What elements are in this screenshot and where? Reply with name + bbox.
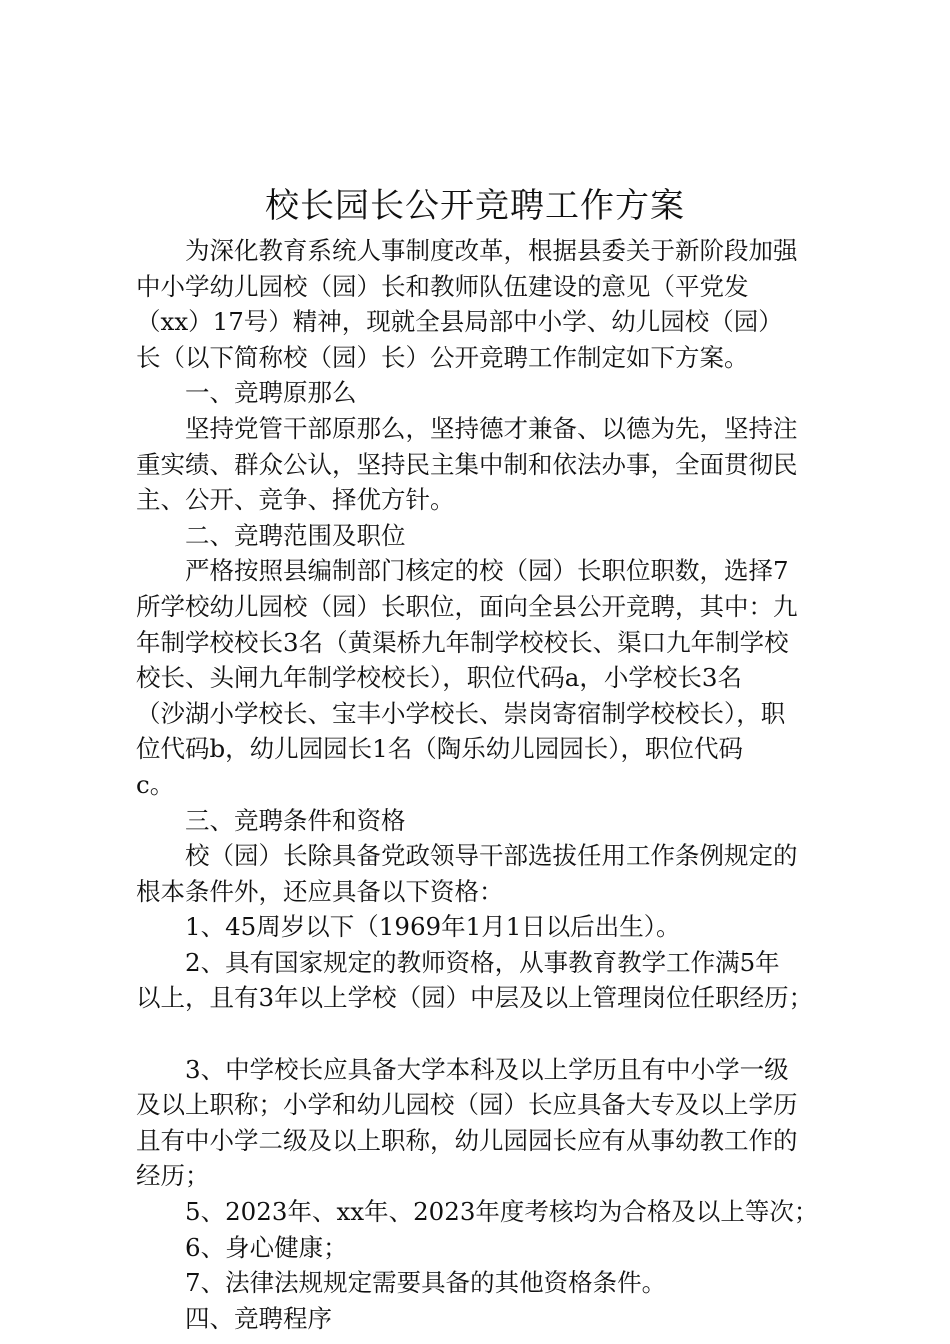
document-title: 校长园长公开竞聘工作方案 — [265, 186, 685, 226]
text-line: 年制学校校长3名（黄渠桥九年制学校校长、渠口九年制学校 — [136, 627, 789, 657]
text-line: 及以上职称；小学和幼儿园校（园）长应具备大专及以上学历 — [136, 1090, 798, 1120]
text-line: c。 — [136, 769, 175, 799]
text-line: 根本条件外，还应具备以下资格： — [136, 876, 504, 906]
text-line: （xx）17号）精神，现就全县局部中小学、幼儿园校（园） — [136, 307, 783, 337]
text-line: 6、身心健康； — [185, 1232, 348, 1262]
text-line: （沙湖小学校长、宝丰小学校长、崇岗寄宿制学校校长），职 — [136, 698, 786, 728]
text-line: 一、竞聘原那么 — [185, 378, 357, 408]
text-line: 2、具有国家规定的教师资格，从事教育教学工作满5年 — [185, 947, 780, 977]
text-line: 以上，且有3年以上学校（园）中层及以上管理岗位任职经历； — [136, 983, 814, 1013]
text-line: 四、竞聘程序 — [185, 1303, 332, 1333]
document-body — [136, 233, 830, 1336]
blank-line — [136, 1016, 830, 1052]
text-line: 7、法律法规规定需要具备的其他资格条件。 — [185, 1268, 667, 1298]
text-line: 1、45周岁以下（1969年1月1日以后出生）。 — [185, 912, 681, 942]
text-line: 重实绩、群众公认，坚持民主集中制和依法办事，全面贯彻民 — [136, 449, 798, 479]
text-line: 为深化教育系统人事制度改革，根据县委关于新阶段加强 — [185, 236, 798, 265]
text-line: 5、2023年、xx年、2023年度考核均为合格及以上等次； — [185, 1197, 819, 1227]
text-line: 三、竞聘条件和资格 — [185, 805, 406, 835]
text-line: 主、公开、竞争、择优方针。 — [136, 485, 455, 515]
text-line: 经历； — [136, 1161, 210, 1191]
text-line: 坚持党管干部原那么，坚持德才兼备、以德为先，坚持注 — [185, 413, 798, 443]
text-line: 3、中学校长应具备大学本科及以上学历且有中小学一级 — [185, 1054, 789, 1084]
text-line: 中小学幼儿园校（园）长和教师队伍建设的意见（平党发 — [136, 271, 749, 301]
text-line: 校长、头闸九年制学校校长），职位代码a，小学校长3名 — [136, 663, 742, 693]
text-line: 位代码b，幼儿园园长1名（陶乐幼儿园园长），职位代码 — [136, 734, 744, 764]
text-line: 长（以下简称校（园）长）公开竞聘工作制定如下方案。 — [136, 342, 749, 372]
text-line: 严格按照县编制部门核定的校（园）长职位职数，选择7 — [185, 556, 789, 586]
text-line: 所学校幼儿园校（园）长职位，面向全县公开竞聘，其中：九 — [136, 591, 798, 621]
text-line: 二、竞聘范围及职位 — [185, 520, 406, 550]
text-line: 且有中小学二级及以上职称，幼儿园园长应有从事幼教工作的 — [136, 1125, 798, 1155]
text-line: 校（园）长除具备党政领导干部选拔任用工作条例规定的 — [185, 841, 798, 871]
